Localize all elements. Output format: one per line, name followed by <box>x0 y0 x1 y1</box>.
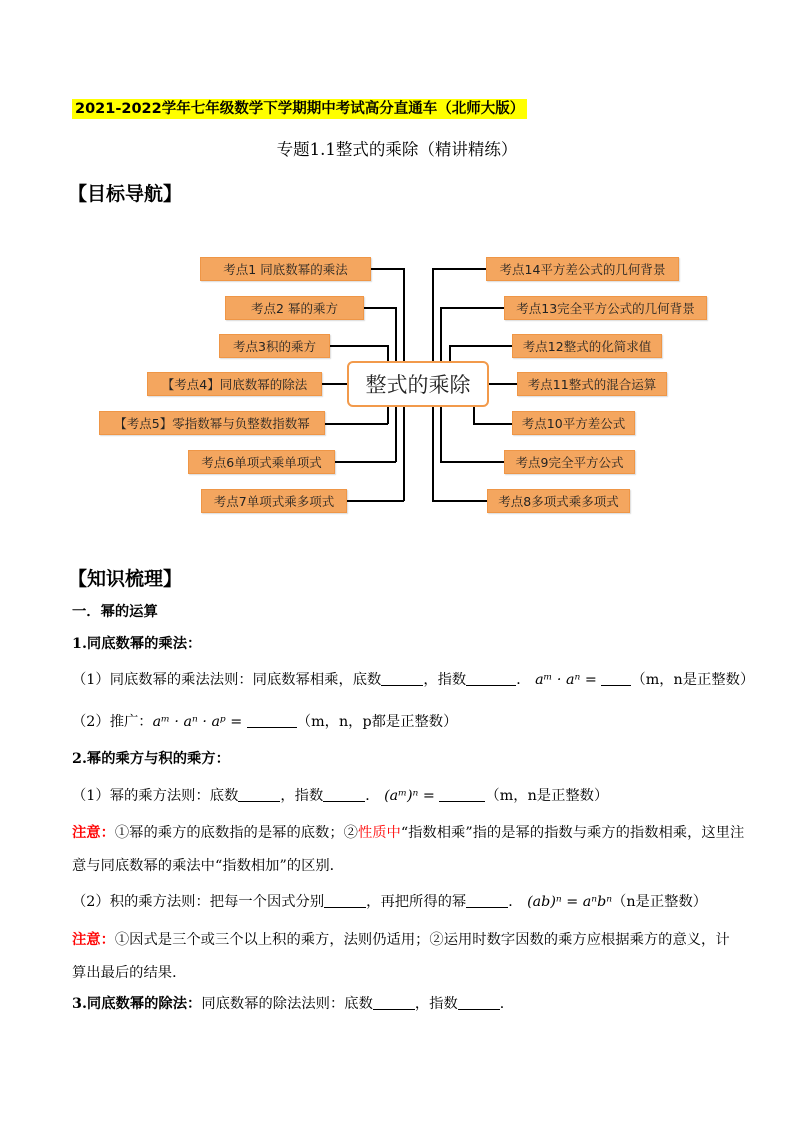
mindmap-node-left-7: 考点7单项式乘多项式 <box>201 489 347 513</box>
connector-left-5 <box>325 423 388 425</box>
connector-left-3 <box>330 345 388 347</box>
formula: (ab)ⁿ = aⁿbⁿ <box>527 894 613 910</box>
connector-right-6 <box>440 461 504 463</box>
formula: (aᵐ)ⁿ = <box>384 788 435 804</box>
mindmap-node-left-3: 考点3积的乘方 <box>219 334 330 358</box>
mindmap-node-right-1: 考点14平方差公式的几何背景 <box>486 257 679 281</box>
note-1-line-2: 意与同底数幂的乘法中“指数相加”的区别． <box>72 858 344 874</box>
connector-right-4 <box>489 383 517 385</box>
heading-power-of-power: 2.幂的乘方与积的乘方： <box>72 751 230 767</box>
note-1-line-1: 注意：①幂的乘方的底数指的是幂的底数；②性质中“指数相乘”指的是幂的指数与乘方的指数相乘，这里注 <box>72 825 745 841</box>
paragraph-power-of-power-rule: （1）幂的乘方法则：底数 ，指数 ． (aᵐ)ⁿ = （m，n是正整数） <box>72 788 609 804</box>
blank-field <box>601 671 631 686</box>
blank-field <box>439 787 485 802</box>
mindmap-center-node: 整式的乘除 <box>347 361 489 407</box>
connector-left-1 <box>370 268 404 270</box>
connector-left-2 <box>364 307 396 309</box>
connector-right-7 <box>432 500 487 502</box>
section-knowledge-heading: 【知识梳理】 <box>68 568 183 590</box>
mindmap-node-left-1: 考点1 同底数幂的乘法 <box>200 257 371 281</box>
paragraph-generalization: （2）推广：aᵐ · aⁿ · aᵖ = （m，n，p都是正整数） <box>72 714 458 730</box>
title-banner: 2021-2022学年七年级数学下学期期中考试高分直通车（北师大版） <box>72 99 527 119</box>
blank-field <box>324 893 366 908</box>
section-goal-heading: 【目标导航】 <box>68 183 183 205</box>
blank-field <box>373 995 415 1010</box>
paragraph-same-base-division: 3.同底数幂的除法：同底数幂的除法法则：底数 ，指数 ． <box>72 996 515 1012</box>
blank-field <box>466 893 508 908</box>
page-subtitle: 专题1.1整式的乘除（精讲精练） <box>276 140 518 159</box>
note-2-line-2: 算出最后的结果． <box>72 965 187 981</box>
paragraph-same-base-rule: （1）同底数幂的乘法法则：同底数幂相乘，底数 ，指数 ． aᵐ · aⁿ = （m，n是正整数） <box>72 672 755 688</box>
mindmap-node-right-4: 考点11整式的混合运算 <box>517 372 667 396</box>
connector-left-4 <box>322 383 347 385</box>
connector-right-1 <box>432 268 486 270</box>
note-2-line-1: 注意：①因式是三个或三个以上积的乘方，法则仍适用；②运用时数字因数的乘方应根据乘方的意义，计 <box>72 932 730 948</box>
mindmap-node-right-2: 考点13完全平方公式的几何背景 <box>504 296 707 320</box>
mindmap-node-left-2: 考点2 幂的乘方 <box>225 296 364 320</box>
blank-field <box>238 787 280 802</box>
blank-field <box>381 671 423 686</box>
blank-field <box>458 995 500 1010</box>
mindmap-node-right-5: 考点10平方差公式 <box>512 411 635 435</box>
mindmap-node-right-7: 考点8多项式乘多项式 <box>487 489 630 513</box>
paragraph-product-power-rule: （2）积的乘方法则：把每一个因式分别 ，再把所得的幂 ． (ab)ⁿ = aⁿbⁿ（n是正整数） <box>72 894 708 910</box>
connector-left-6 <box>335 461 396 463</box>
mindmap-node-left-4: 【考点4】同底数幂的除法 <box>147 372 322 396</box>
mindmap-node-right-3: 考点12整式的化简求值 <box>512 334 662 358</box>
formula: aᵐ · aⁿ = <box>535 672 597 688</box>
mindmap-node-left-6: 考点6单项式乘单项式 <box>188 450 335 474</box>
connector-right-branch <box>473 407 475 424</box>
mindmap-node-right-6: 考点9完全平方公式 <box>504 450 635 474</box>
heading-same-base-multiplication: 1.同底数幂的乘法： <box>72 636 202 652</box>
mindmap-node-left-5: 【考点5】零指数幂与负整数指数幂 <box>99 411 325 435</box>
connector-right-5 <box>473 423 512 425</box>
formula: aᵐ · aⁿ · aᵖ = <box>152 714 243 730</box>
connector-right-3 <box>449 345 512 347</box>
blank-field <box>323 787 365 802</box>
blank-field <box>466 671 516 686</box>
heading-power-operations: 一．幂的运算 <box>72 604 158 620</box>
connector-left-7 <box>347 500 404 502</box>
blank-field <box>247 713 297 728</box>
connector-right-2 <box>440 307 504 309</box>
